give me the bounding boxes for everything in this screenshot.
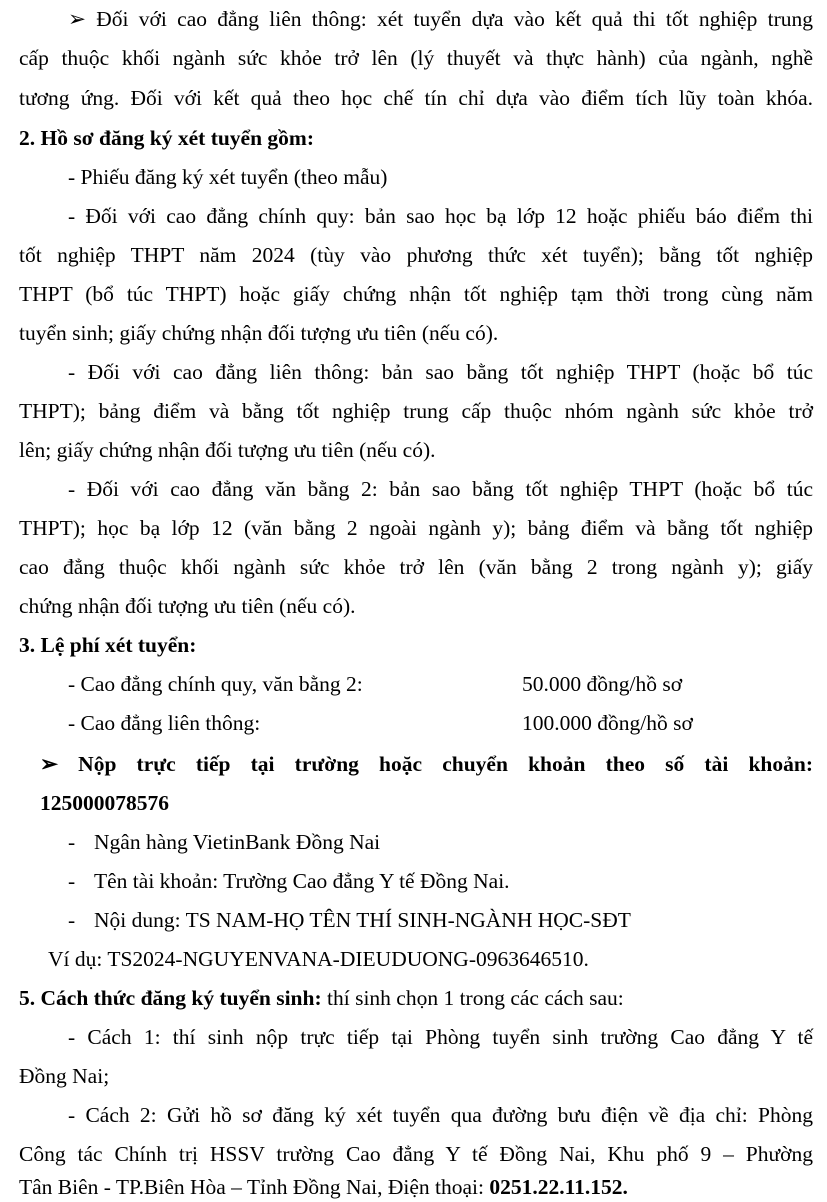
phone-number: 0251.22.11.152. [489, 1175, 628, 1199]
fee-amount: 50.000 đồng/hồ sơ [522, 672, 683, 696]
paragraph-line [19, 1172, 813, 1202]
account-number: 125000078576 [40, 791, 169, 815]
paragraph-line: THPT (bổ túc THPT) hoặc giấy chứng nhận tốt nghiệp tạm thời trong cùng năm [19, 282, 813, 306]
address-text: Tân Biên - TP.Biên Hòa – Tỉnh Đồng Nai, Điện thoại: [19, 1175, 490, 1199]
list-item: - Đối với cao đẳng văn bằng 2: bản sao bằng tốt nghiệp THPT (hoặc bổ túc [68, 477, 813, 501]
list-item: - Cách 1: thí sinh nộp trực tiếp tại Phòng tuyển sinh trường Cao đẳng Y tế [68, 1025, 813, 1049]
paragraph-line: THPT); bảng điểm và bằng tốt nghiệp trung cấp thuộc nhóm ngành sức khỏe trở [19, 399, 813, 423]
bank-item: - Nội dung: TS NAM-HỌ TÊN THÍ SINH-NGÀNH HỌC-SĐT [68, 908, 631, 932]
paragraph-line: tốt nghiệp THPT năm 2024 (tùy vào phương thức xét tuyển); bằng tốt nghiệp [19, 243, 813, 267]
example-line: Ví dụ: TS2024-NGUYENVANA-DIEUDUONG-0963646510. [48, 947, 589, 971]
fee-label: - Cao đẳng liên thông: [68, 711, 261, 735]
bank-item-text: Nội dung: TS NAM-HỌ TÊN THÍ SINH-NGÀNH HỌC-SĐT [94, 908, 631, 932]
paragraph-line: ➢ Đối với cao đẳng liên thông: xét tuyển dựa vào kết quả thi tốt nghiệp trung [68, 7, 813, 31]
paragraph-line: tương ứng. Đối với kết quả theo học chế tín chỉ dựa vào điểm tích lũy toàn khóa. [19, 86, 813, 110]
section-heading: 5. Cách thức đăng ký tuyển sinh: [19, 986, 322, 1010]
paragraph-line: cao đẳng thuộc khối ngành sức khỏe trở lên (văn bằng 2 trong ngành y); giấy [19, 555, 813, 579]
fee-label: - Cao đẳng chính quy, văn bằng 2: [68, 672, 363, 696]
payment-instruction: ➢ Nộp trực tiếp tại trường hoặc chuyển khoản theo số tài khoản: [40, 752, 813, 776]
paragraph-line: THPT); học bạ lớp 12 (văn bằng 2 ngoài ngành y); bảng điểm và bằng tốt nghiệp [19, 516, 813, 540]
bank-item-text: Tên tài khoản: Trường Cao đẳng Y tế Đồng Nai. [94, 869, 510, 893]
paragraph-line: tuyển sinh; giấy chứng nhận đối tượng ưu tiên (nếu có). [19, 321, 499, 345]
paragraph-line: lên; giấy chứng nhận đối tượng ưu tiên (nếu có). [19, 438, 436, 462]
paragraph-line: chứng nhận đối tượng ưu tiên (nếu có). [19, 594, 356, 618]
bank-item: - Tên tài khoản: Trường Cao đẳng Y tế Đồng Nai. [68, 869, 510, 893]
paragraph-line: Công tác Chính trị HSSV trường Cao đẳng Y tế Đồng Nai, Khu phố 9 – Phường [19, 1142, 813, 1166]
list-item: - Cách 2: Gửi hồ sơ đăng ký xét tuyển qua đường bưu điện về địa chỉ: Phòng [68, 1103, 813, 1127]
section-heading-line [19, 983, 813, 1013]
list-item: - Phiếu đăng ký xét tuyển (theo mẫu) [68, 165, 388, 189]
section-heading: 2. Hồ sơ đăng ký xét tuyển gồm: [19, 126, 315, 150]
paragraph-line: cấp thuộc khối ngành sức khỏe trở lên (lý thuyết và thực hành) của ngành, nghề [19, 46, 813, 70]
fee-amount: 100.000 đồng/hồ sơ [522, 711, 693, 735]
section-heading-rest: thí sinh chọn 1 trong các cách sau: [321, 986, 624, 1010]
list-item: - Đối với cao đẳng chính quy: bản sao học bạ lớp 12 hoặc phiếu báo điểm thi [68, 204, 813, 228]
paragraph-line: Đồng Nai; [19, 1064, 110, 1088]
bank-item: - Ngân hàng VietinBank Đồng Nai [68, 830, 381, 854]
section-heading: 3. Lệ phí xét tuyển: [19, 633, 197, 657]
bank-item-text: Ngân hàng VietinBank Đồng Nai [94, 830, 381, 854]
list-item: - Đối với cao đẳng liên thông: bản sao bằng tốt nghiệp THPT (hoặc bổ túc [68, 360, 813, 384]
